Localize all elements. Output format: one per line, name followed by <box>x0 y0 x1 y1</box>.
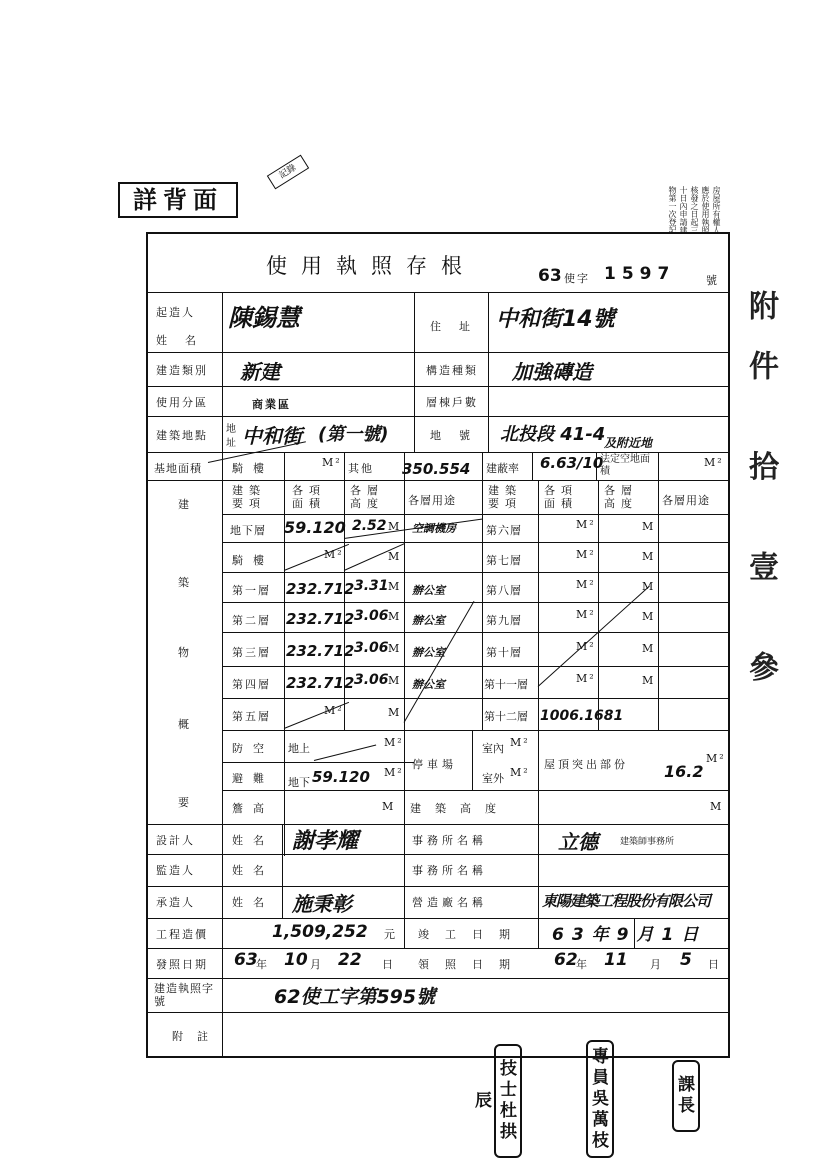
col-area-label-2: 各項面積 <box>544 484 578 510</box>
designer-label: 設計人 <box>156 834 195 847</box>
floor-5-label: 第五層 <box>232 710 271 723</box>
record-mini-stamp: 記錄 <box>267 155 309 190</box>
floor-b1-use: 空調機房 <box>412 522 456 535</box>
contractor-name-label: 姓名 <box>232 896 274 909</box>
design-office-suffix: 建築師事務所 <box>620 837 675 847</box>
receive-year: 62 <box>554 950 578 970</box>
building-type-value: 新建 <box>240 360 280 384</box>
floor-8-label: 第八層 <box>486 584 522 597</box>
structure-type-value: 加強磚造 <box>512 360 592 384</box>
floor-4-use: 辦公室 <box>412 678 445 691</box>
floor-arcade-hunit: M <box>388 550 402 563</box>
address-label: 住址 <box>430 320 488 333</box>
floor-4-unit: M <box>388 674 402 687</box>
total-floor-area: 1006.1681 <box>540 708 624 724</box>
floor-10-label: 第十層 <box>486 646 522 659</box>
floor-11-unit: M² <box>576 672 596 685</box>
detail-back-badge: 詳背面 <box>118 182 238 218</box>
owner-value: 陳錫慧 <box>228 304 300 332</box>
form-title: 使用執照存根 <box>266 254 476 278</box>
zone-value: 商業區 <box>252 398 291 411</box>
issue-month: 10 <box>284 950 308 970</box>
col-height-label: 各層高度 <box>350 484 384 510</box>
floor-3-height: 3.06 <box>354 640 389 656</box>
floor-2-height: 3.06 <box>354 608 389 624</box>
floor-7-hunit: M <box>642 550 656 563</box>
floor-11-label: 第十一層 <box>484 678 528 691</box>
arcade-label: 騎樓 <box>232 462 274 475</box>
floor-b1-area: 59.120 <box>284 518 346 537</box>
floor-6-hunit: M <box>642 520 656 533</box>
above-ground-label: 地上 <box>288 742 310 755</box>
building-type-label: 建造類別 <box>156 364 208 377</box>
site-street-value: 中和街 <box>242 424 302 448</box>
col-use-label: 各層用途 <box>408 494 456 507</box>
floor-2-unit: M <box>388 610 402 623</box>
floor-b1-height: 2.52 <box>352 518 387 534</box>
outdoor-unit: M² <box>510 766 530 779</box>
floor-4-label: 第四層 <box>232 678 271 691</box>
contractor-value: 施秉彰 <box>292 892 352 916</box>
below-ground-unit: M² <box>384 766 404 779</box>
indoor-unit: M² <box>510 736 530 749</box>
site-label: 建築地點 <box>156 429 208 442</box>
receive-date-label: 領照日期 <box>418 958 526 971</box>
coverage-label: 建蔽率 <box>486 462 519 475</box>
land-no-label: 地號 <box>430 429 488 442</box>
owner-name-label: 姓名 <box>156 334 214 347</box>
floor-4-area: 232.712 <box>286 674 355 692</box>
floor-1-height: 3.31 <box>354 578 389 594</box>
design-office-label: 事務所名稱 <box>412 834 487 847</box>
below-ground-label: 地下 <box>288 776 310 789</box>
license-number: 1597 <box>604 264 676 284</box>
col-area-label: 各項面積 <box>292 484 326 510</box>
contractor-label: 承造人 <box>156 896 195 909</box>
usage-license-form <box>146 232 730 1058</box>
license-number-word: 使字 <box>564 272 590 285</box>
eaves-height-unit: M <box>382 800 396 813</box>
structure-type-label: 構造種類 <box>426 364 478 377</box>
cost-value: 1,509,252 <box>272 922 368 942</box>
col-item-label-2: 建築要項 <box>488 484 522 510</box>
site-sub-label-1: 地 <box>226 424 238 435</box>
contractor-firm-value: 東陽建築工程股份有限公司 <box>542 892 711 910</box>
floor-2-label: 第二層 <box>232 614 271 627</box>
floor-3-area: 232.712 <box>286 642 355 660</box>
owner-label: 起造人 <box>156 306 195 319</box>
supervisor-name-label: 姓名 <box>232 864 274 877</box>
completion-value: 63年9月1日 <box>552 925 707 945</box>
floor-1-area: 232.712 <box>286 580 355 598</box>
land-no-value: 北投段 41-4 <box>500 424 606 445</box>
land-note-value: 及附近地 <box>604 436 653 450</box>
floor-arcade-unit: M² <box>324 548 344 561</box>
floor-7-label: 第七層 <box>486 554 522 567</box>
issue-month-unit: 月 <box>310 958 323 971</box>
permit-no-label: 建造執照字號 <box>154 982 214 1008</box>
eaves-height-label: 簷高 <box>232 802 274 815</box>
section-label-5: 要 <box>178 796 191 809</box>
section-label-2: 築 <box>178 576 191 589</box>
zone-label: 使用分區 <box>156 396 208 409</box>
indoor-label: 室內 <box>482 742 504 755</box>
issue-date-label: 發照日期 <box>156 958 208 971</box>
cost-unit: 元 <box>384 928 397 941</box>
col-height-label-2: 各層高度 <box>604 484 638 510</box>
site-note-value: (第一號) <box>318 424 389 445</box>
floor-6-label: 第六層 <box>486 524 522 537</box>
evacuation-label: 避難 <box>232 772 274 785</box>
floor-9-hunit: M <box>642 610 656 623</box>
license-number-suffix: 號 <box>706 274 719 287</box>
technician-stamp: 技士杜拱辰 <box>494 1044 522 1158</box>
floor-11-hunit: M <box>642 674 656 687</box>
other-area-value: 350.554 <box>402 460 471 478</box>
legal-area-unit: M² <box>704 456 724 469</box>
other-label: 其他 <box>348 462 374 475</box>
floor-4-height: 3.06 <box>354 672 389 688</box>
receive-day: 5 <box>680 950 692 970</box>
floor-7-unit: M² <box>576 548 596 561</box>
building-height-label: 建築高度 <box>410 802 510 815</box>
building-height-unit: M <box>710 800 724 813</box>
col-item-label: 建築要項 <box>232 484 266 510</box>
floor-2-area: 232.712 <box>286 610 355 628</box>
section-label-4: 概 <box>178 718 191 731</box>
receive-day-unit: 日 <box>708 958 721 971</box>
floor-b1-label: 地下層 <box>230 524 266 537</box>
floor-5-unit: M² <box>324 704 344 717</box>
supervisor-office-label: 事務所名稱 <box>412 864 487 877</box>
roof-label: 屋頂突出部份 <box>544 758 628 771</box>
designer-value: 謝孝耀 <box>292 829 359 854</box>
floor-10-unit: M² <box>576 640 596 653</box>
above-ground-unit: M² <box>384 736 404 749</box>
floor-1-unit: M <box>388 580 402 593</box>
col-use-label-2: 各層用途 <box>662 494 710 507</box>
issue-year-unit: 年 <box>256 958 269 971</box>
floor-b1-unit: M <box>388 520 402 533</box>
shelter-below-value: 59.120 <box>312 768 370 786</box>
floor-2-use: 辦公室 <box>412 614 445 627</box>
cost-label: 工程造價 <box>156 928 208 941</box>
floor-arcade-label: 騎樓 <box>232 554 274 567</box>
remarks-label: 附註 <box>172 1030 222 1043</box>
supervisor-label: 監造人 <box>156 864 195 877</box>
license-number-prefix: 63 <box>538 266 562 286</box>
receive-year-unit: 年 <box>576 958 589 971</box>
parking-label: 停車場 <box>412 758 457 771</box>
floor-10-hunit: M <box>642 642 656 655</box>
contractor-firm-label: 營造廠名稱 <box>412 896 487 909</box>
completion-label: 竣工日期 <box>418 928 526 941</box>
margin-note: 附件 拾 壹 參 <box>743 290 778 712</box>
floor-1-use: 辦公室 <box>412 584 445 597</box>
floor-12-label: 第十二層 <box>484 710 528 723</box>
floor-5-hunit: M <box>388 706 402 719</box>
section-label-1: 建 <box>178 498 191 511</box>
floor-3-unit: M <box>388 642 402 655</box>
issue-day-unit: 日 <box>382 958 395 971</box>
floors-label: 層棟戶數 <box>426 396 478 409</box>
specialist-stamp: 專員吳萬枝 <box>586 1040 614 1158</box>
arcade-unit: M² <box>322 456 342 469</box>
floor-3-label: 第三層 <box>232 646 271 659</box>
floor-9-unit: M² <box>576 608 596 621</box>
receive-month-unit: 月 <box>650 958 663 971</box>
roof-value: 16.2 <box>664 762 704 781</box>
section-chief-stamp: 課長 <box>672 1060 700 1132</box>
floor-3-use: 辦公室 <box>412 646 445 659</box>
issue-year: 63 <box>234 950 258 970</box>
legal-area-label: 法定空地面積 <box>600 454 650 477</box>
base-area-label: 基地面積 <box>154 462 202 475</box>
designer-name-label: 姓名 <box>232 834 274 847</box>
receive-month: 11 <box>604 950 628 970</box>
permit-no-value: 62使工字第595號 <box>274 986 436 1008</box>
design-office-value: 立德 <box>558 830 598 854</box>
issue-day: 22 <box>338 950 362 970</box>
address-value: 中和街14號 <box>496 307 615 332</box>
section-label-3: 物 <box>178 646 191 659</box>
header-side-notice: 房屋所有權人應於使用執照核發之日起三十日內申請建物第一次登記 <box>668 186 721 234</box>
floor-8-unit: M² <box>576 578 596 591</box>
site-sub-label-2: 址 <box>226 438 238 449</box>
air-raid-label: 防空 <box>232 742 274 755</box>
floor-8-hunit: M <box>642 580 656 593</box>
floor-1-label: 第一層 <box>232 584 271 597</box>
coverage-value: 6.63/10 <box>540 454 604 472</box>
floor-6-unit: M² <box>576 518 596 531</box>
roof-unit: M² <box>706 752 726 765</box>
floor-9-label: 第九層 <box>486 614 522 627</box>
outdoor-label: 室外 <box>482 772 504 785</box>
